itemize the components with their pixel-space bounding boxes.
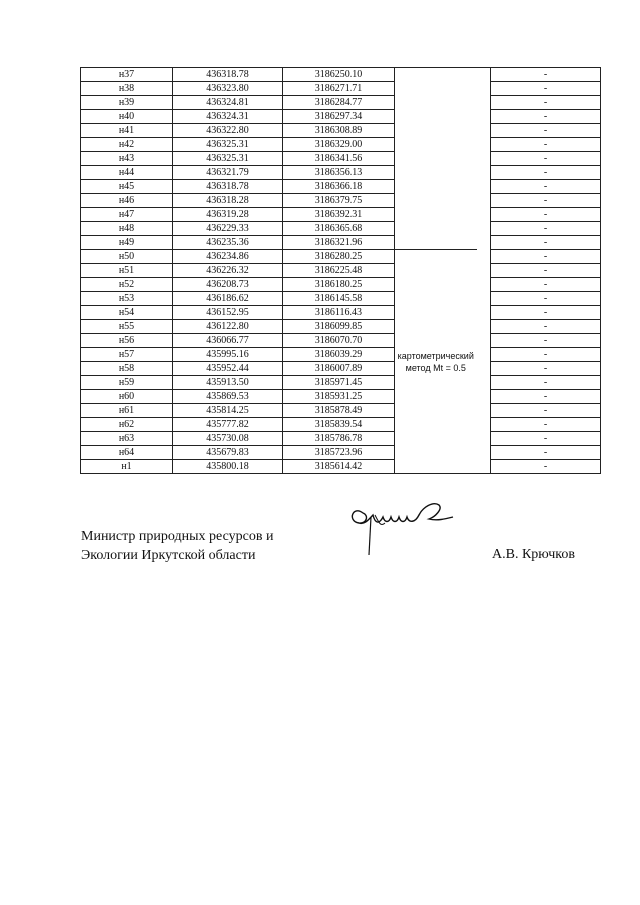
x-coordinate-cell: 436318.78 — [173, 68, 283, 82]
table-row — [81, 264, 601, 278]
dash-cell: - — [491, 432, 601, 446]
dash-cell: - — [491, 208, 601, 222]
x-coordinate-cell: 436318.78 — [173, 180, 283, 194]
table-row — [81, 82, 601, 96]
x-coordinate-cell: 436323.80 — [173, 82, 283, 96]
y-coordinate-cell: 3186356.13 — [283, 166, 395, 180]
point-id-cell: н46 — [81, 194, 173, 208]
point-id-cell: н53 — [81, 292, 173, 306]
point-id-cell: н58 — [81, 362, 173, 376]
table-row — [81, 348, 601, 362]
table-row — [81, 320, 601, 334]
table-row — [81, 194, 601, 208]
point-id-cell: н60 — [81, 390, 173, 404]
dash-cell: - — [491, 110, 601, 124]
table-row — [81, 446, 601, 460]
y-coordinate-cell: 3186145.58 — [283, 292, 395, 306]
y-coordinate-cell: 3185723.96 — [283, 446, 395, 460]
x-coordinate-cell: 435869.53 — [173, 390, 283, 404]
x-coordinate-cell: 435814.25 — [173, 404, 283, 418]
y-coordinate-cell: 3186225.48 — [283, 264, 395, 278]
dash-cell: - — [491, 82, 601, 96]
y-coordinate-cell: 3186341.56 — [283, 152, 395, 166]
point-id-cell: н38 — [81, 82, 173, 96]
dash-cell: - — [491, 390, 601, 404]
y-coordinate-cell: 3185931.25 — [283, 390, 395, 404]
table-row — [81, 404, 601, 418]
dash-cell: - — [491, 222, 601, 236]
x-coordinate-cell: 436234.86 — [173, 250, 283, 264]
dash-cell: - — [491, 180, 601, 194]
x-coordinate-cell: 436186.62 — [173, 292, 283, 306]
x-coordinate-cell: 436318.28 — [173, 194, 283, 208]
y-coordinate-cell: 3185971.45 — [283, 376, 395, 390]
x-coordinate-cell: 436066.77 — [173, 334, 283, 348]
x-coordinate-cell: 436324.31 — [173, 110, 283, 124]
table-row — [81, 292, 601, 306]
y-coordinate-cell: 3186284.77 — [283, 96, 395, 110]
point-id-cell: н41 — [81, 124, 173, 138]
point-id-cell: н64 — [81, 446, 173, 460]
dash-cell: - — [491, 292, 601, 306]
dash-cell: - — [491, 166, 601, 180]
dash-cell: - — [491, 376, 601, 390]
y-coordinate-cell: 3186321.96 — [283, 236, 395, 250]
x-coordinate-cell: 436319.28 — [173, 208, 283, 222]
x-coordinate-cell: 435777.82 — [173, 418, 283, 432]
y-coordinate-cell: 3186070.70 — [283, 334, 395, 348]
x-coordinate-cell: 436322.80 — [173, 124, 283, 138]
x-coordinate-cell: 436324.81 — [173, 96, 283, 110]
point-id-cell: н50 — [81, 250, 173, 264]
x-coordinate-cell: 436325.31 — [173, 138, 283, 152]
point-id-cell: н47 — [81, 208, 173, 222]
minister-title-line-1: Министр природных ресурсов и — [81, 529, 274, 544]
point-id-cell: н37 — [81, 68, 173, 82]
x-coordinate-cell: 435800.18 — [173, 460, 283, 474]
table-row — [81, 180, 601, 194]
table-row — [81, 222, 601, 236]
dash-cell: - — [491, 250, 601, 264]
table-row — [81, 110, 601, 124]
point-id-cell: н40 — [81, 110, 173, 124]
coordinates-table-container — [80, 67, 600, 474]
method-cell: картометрический метод Mt = 0.5 — [395, 250, 477, 474]
y-coordinate-cell: 3186180.25 — [283, 278, 395, 292]
dash-cell: - — [491, 446, 601, 460]
y-coordinate-cell: 3186329.00 — [283, 138, 395, 152]
table-row — [81, 152, 601, 166]
y-coordinate-cell: 3185878.49 — [283, 404, 395, 418]
column-gap — [477, 68, 491, 474]
dash-cell: - — [491, 306, 601, 320]
point-id-cell: н57 — [81, 348, 173, 362]
table-row — [81, 166, 601, 180]
table-row — [81, 362, 601, 376]
y-coordinate-cell: 3186250.10 — [283, 68, 395, 82]
dash-cell: - — [491, 362, 601, 376]
x-coordinate-cell: 435995.16 — [173, 348, 283, 362]
table-row — [81, 390, 601, 404]
table-row — [81, 250, 601, 264]
y-coordinate-cell: 3185786.78 — [283, 432, 395, 446]
dash-cell: - — [491, 236, 601, 250]
point-id-cell: н42 — [81, 138, 173, 152]
y-coordinate-cell: 3186271.71 — [283, 82, 395, 96]
y-coordinate-cell: 3186366.18 — [283, 180, 395, 194]
table-row — [81, 124, 601, 138]
table-row — [81, 306, 601, 320]
y-coordinate-cell: 3186365.68 — [283, 222, 395, 236]
table-row — [81, 278, 601, 292]
point-id-cell: н54 — [81, 306, 173, 320]
x-coordinate-cell: 436229.33 — [173, 222, 283, 236]
point-id-cell: н39 — [81, 96, 173, 110]
y-coordinate-cell: 3186297.34 — [283, 110, 395, 124]
point-id-cell: н44 — [81, 166, 173, 180]
dash-cell: - — [491, 138, 601, 152]
y-coordinate-cell: 3186099.85 — [283, 320, 395, 334]
dash-cell: - — [491, 334, 601, 348]
dash-cell: - — [491, 152, 601, 166]
table-row — [81, 138, 601, 152]
table-row — [81, 432, 601, 446]
x-coordinate-cell: 436321.79 — [173, 166, 283, 180]
dash-cell: - — [491, 460, 601, 474]
point-id-cell: н59 — [81, 376, 173, 390]
x-coordinate-cell: 436152.95 — [173, 306, 283, 320]
table-row — [81, 460, 601, 474]
method-cell-empty — [395, 68, 477, 250]
dash-cell: - — [491, 404, 601, 418]
y-coordinate-cell: 3186280.25 — [283, 250, 395, 264]
y-coordinate-cell: 3185614.42 — [283, 460, 395, 474]
table-row — [81, 418, 601, 432]
x-coordinate-cell: 435913.50 — [173, 376, 283, 390]
y-coordinate-cell: 3186308.89 — [283, 124, 395, 138]
point-id-cell: н48 — [81, 222, 173, 236]
dash-cell: - — [491, 418, 601, 432]
y-coordinate-cell: 3186007.89 — [283, 362, 395, 376]
dash-cell: - — [491, 264, 601, 278]
point-id-cell: н62 — [81, 418, 173, 432]
point-id-cell: н49 — [81, 236, 173, 250]
dash-cell: - — [491, 194, 601, 208]
x-coordinate-cell: 436235.36 — [173, 236, 283, 250]
minister-title-line-2: Экологии Иркутской области — [81, 548, 256, 563]
dash-cell: - — [491, 348, 601, 362]
table-row — [81, 68, 601, 82]
signature-image — [345, 493, 465, 573]
y-coordinate-cell: 3185839.54 — [283, 418, 395, 432]
x-coordinate-cell: 435679.83 — [173, 446, 283, 460]
point-id-cell: н56 — [81, 334, 173, 348]
y-coordinate-cell: 3186116.43 — [283, 306, 395, 320]
table-row — [81, 334, 601, 348]
x-coordinate-cell: 436226.32 — [173, 264, 283, 278]
table-row — [81, 208, 601, 222]
point-id-cell: н52 — [81, 278, 173, 292]
dash-cell: - — [491, 124, 601, 138]
x-coordinate-cell: 436208.73 — [173, 278, 283, 292]
table-row — [81, 236, 601, 250]
point-id-cell: н51 — [81, 264, 173, 278]
point-id-cell: н61 — [81, 404, 173, 418]
point-id-cell: н1 — [81, 460, 173, 474]
dash-cell: - — [491, 320, 601, 334]
coordinates-table-body — [81, 68, 601, 474]
point-id-cell: н63 — [81, 432, 173, 446]
x-coordinate-cell: 435730.08 — [173, 432, 283, 446]
y-coordinate-cell: 3186379.75 — [283, 194, 395, 208]
point-id-cell: н45 — [81, 180, 173, 194]
y-coordinate-cell: 3186392.31 — [283, 208, 395, 222]
point-id-cell: н55 — [81, 320, 173, 334]
signatory-name: А.В. Крючков — [492, 547, 575, 562]
coordinates-table — [80, 67, 601, 474]
table-row — [81, 376, 601, 390]
point-id-cell: н43 — [81, 152, 173, 166]
y-coordinate-cell: 3186039.29 — [283, 348, 395, 362]
x-coordinate-cell: 436325.31 — [173, 152, 283, 166]
dash-cell: - — [491, 96, 601, 110]
x-coordinate-cell: 436122.80 — [173, 320, 283, 334]
table-row — [81, 96, 601, 110]
dash-cell: - — [491, 278, 601, 292]
x-coordinate-cell: 435952.44 — [173, 362, 283, 376]
dash-cell: - — [491, 68, 601, 82]
minister-title — [81, 527, 273, 565]
